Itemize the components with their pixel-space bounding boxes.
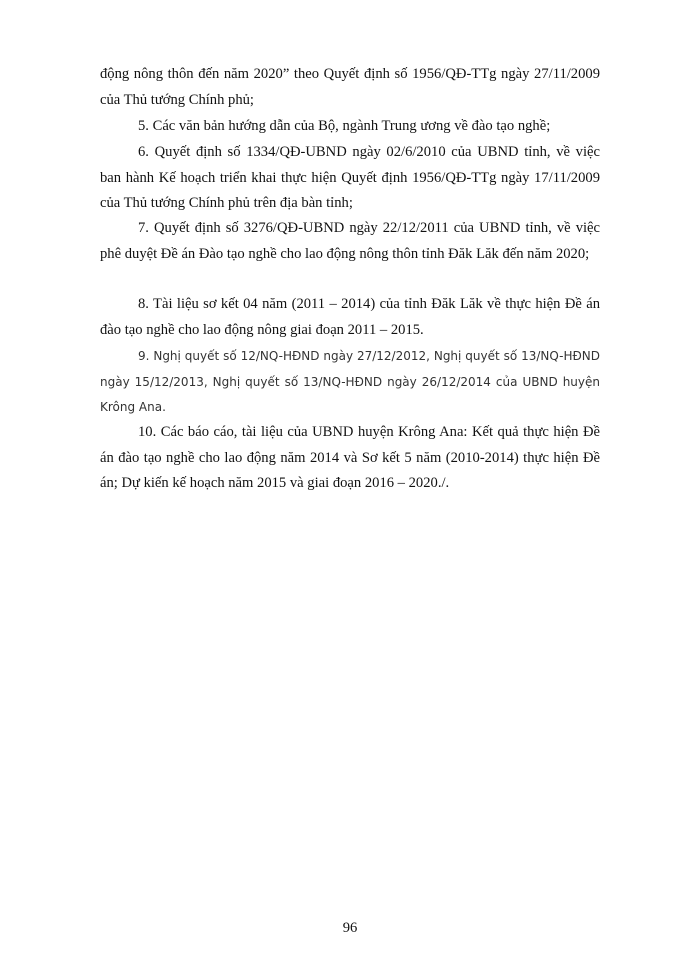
paragraph-item-10: 10. Các báo cáo, tài liệu của UBND huyện Krông Ana: Kết quả thực hiện Đề án đào tạo nghề cho lao động năm 2014 và Sơ kết 5 năm (2010-2014) thực hiện Đề án; Dự kiến kế hoạch năm 2015 và giai đoạn 2016 – 2020./. (100, 424, 600, 491)
paragraph-continuation: động nông thôn đến năm 2020” theo Quyết định số 1956/QĐ-TTg ngày 27/11/2009 của Thủ tướng Chính phủ; (100, 66, 600, 108)
paragraph-item-8: 8. Tài liệu sơ kết 04 năm (2011 – 2014) của tỉnh Đăk Lăk về thực hiện Đề án đào tạo nghề cho lao động nông giai đoạn 2011 – 2015. (100, 296, 600, 338)
page-number: 96 (342, 920, 358, 936)
paragraph-item-9: 9. Nghị quyết số 12/NQ-HĐND ngày 27/12/2012, Nghị quyết số 13/NQ-HĐND ngày 15/12/2013, Nghị quyết số 13/NQ-HĐND ngày 26/12/2014 của UBND huyện Krông Ana. (100, 349, 600, 414)
paragraph-item-7: 7. Quyết định số 3276/QĐ-UBND ngày 22/12/2011 của UBND tỉnh, về việc phê duyệt Đề án Đào tạo nghề cho lao động nông thôn tỉnh Đăk Lăk đến năm 2020; (100, 220, 600, 262)
paragraph-item-6: 6. Quyết định số 1334/QĐ-UBND ngày 02/6/2010 của UBND tỉnh, về việc ban hành Kế hoạch triển khai thực hiện Quyết định 1956/QĐ-TTg ngày 17/11/2009 của Thủ tướng Chính phủ trên địa bàn tỉnh; (100, 144, 600, 211)
paragraph-item-5: 5. Các văn bản hướng dẫn của Bộ, ngành Trung ương về đào tạo nghề; (138, 118, 551, 134)
